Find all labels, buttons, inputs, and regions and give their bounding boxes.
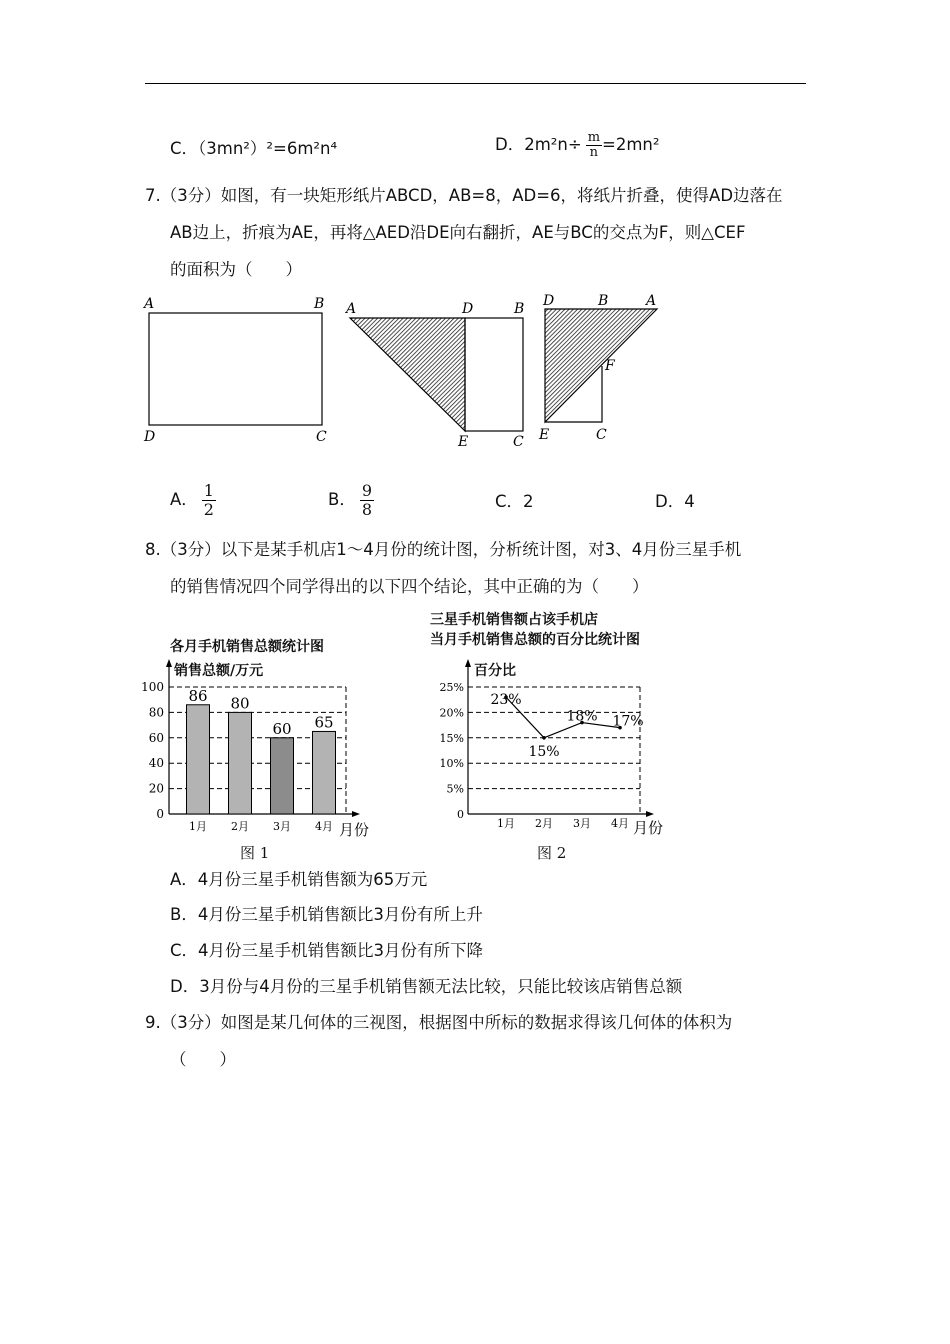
label-f: F — [605, 358, 615, 374]
y-tick-label: 0 — [457, 808, 464, 821]
chart2-title-line2: 当月手机销售总额的百分比统计图 — [430, 632, 640, 648]
q7-figure-3 — [538, 293, 657, 443]
chart2-title-line1: 三星手机销售额占该手机店 — [430, 612, 598, 628]
y-tick-label: 0 — [156, 807, 164, 821]
y-axis-arrow — [166, 659, 172, 667]
label-d: D — [462, 301, 474, 317]
bar — [271, 738, 294, 814]
label-a: A — [346, 301, 357, 317]
data-label: 60 — [272, 719, 292, 738]
flipped-triangle — [545, 309, 657, 422]
label-b: B — [314, 296, 325, 312]
x-tick-label: 3月 — [573, 817, 591, 830]
q6-option-d[interactable] — [495, 131, 659, 160]
x-axis-label: 月份 — [633, 819, 664, 837]
bar — [313, 731, 336, 814]
q7-text-line3: 的面积为（ ） — [170, 260, 302, 279]
chart1-caption: 图 1 — [240, 844, 270, 862]
data-label: 65 — [314, 713, 334, 732]
chart2-ylabel: 百分比 — [474, 663, 516, 679]
label-c: C — [513, 434, 524, 450]
remaining-rectangle — [465, 318, 523, 431]
x-axis-label: 月份 — [339, 821, 370, 839]
label-e: E — [458, 434, 469, 450]
q7-option-d[interactable]: D．4 — [655, 492, 695, 511]
q7-option-b-fraction: $\frac{9}{8}$ — [361, 481, 373, 519]
x-tick-label: 4月 — [315, 820, 333, 833]
x-tick-label: 1月 — [189, 820, 207, 833]
q7-text-line2: AB边上，折痕为AE，再将△AED沿DE向右翻折，AE与BC的交点为F，则△CEF — [170, 223, 746, 242]
label-d: D — [144, 429, 156, 445]
y-tick-label: 5% — [446, 782, 464, 796]
q9-text-line1: 9.（3分）如图是某几何体的三视图，根据图中所标的数据求得该几何体的体积为 — [145, 1013, 733, 1032]
y-tick-label: 80 — [148, 705, 164, 720]
y-tick-label: 100 — [141, 680, 164, 694]
y-tick-label: 40 — [148, 756, 164, 771]
bar — [187, 705, 210, 814]
x-tick-label: 2月 — [535, 817, 553, 830]
q7-option-a-prefix: A． — [170, 490, 198, 509]
label-e: E — [539, 427, 550, 443]
q7-option-b[interactable] — [328, 482, 374, 519]
label-c: C — [316, 429, 327, 445]
q8-option-d[interactable]: D．3月份与4月份的三星手机销售额无法比较，只能比较该店销售总额 — [170, 977, 683, 996]
label-b: B — [514, 301, 525, 317]
y-axis-arrow — [465, 659, 471, 667]
chart2-line-chart — [420, 655, 680, 840]
chart1-bar-chart — [140, 655, 380, 840]
chart2-caption: 图 2 — [537, 844, 567, 862]
q7-figures — [140, 288, 680, 450]
x-tick-label: 3月 — [273, 820, 291, 833]
label-c: C — [596, 427, 607, 443]
q8-text-line1: 8.（3分）以下是某手机店1～4月份的统计图，分析统计图，对3、4月份三星手机 — [145, 540, 742, 559]
chart1-title: 各月手机销售总额统计图 — [170, 639, 324, 655]
q7-option-a-fraction: $\frac{1}{2}$ — [203, 481, 214, 519]
q7-figure-2 — [344, 301, 524, 450]
y-tick-label: 20 — [148, 781, 164, 796]
x-axis-arrow — [352, 811, 360, 817]
q9-text-line2: （ ） — [170, 1050, 236, 1069]
q8-text-line2: 的销售情况四个同学得出的以下四个结论，其中正确的为（ ） — [170, 577, 649, 596]
q7-option-a[interactable] — [170, 482, 216, 519]
data-label: 15% — [528, 743, 560, 760]
x-axis-arrow — [646, 811, 654, 817]
data-label: 17% — [612, 713, 644, 730]
x-tick-label: 1月 — [497, 817, 515, 830]
data-label: 18% — [566, 708, 598, 725]
q6-option-d-fraction: $\frac{m}{n}$ — [587, 130, 601, 160]
y-tick-label: 10% — [439, 757, 464, 771]
label-a: A — [646, 293, 657, 309]
q8-option-a[interactable]: A．4月份三星手机销售额为65万元 — [170, 870, 428, 889]
q7-figure-1 — [142, 296, 327, 445]
q7-text-line1: 7.（3分）如图，有一块矩形纸片ABCD，AB=8，AD=6，将纸片折叠，使得AD边落在 — [145, 186, 783, 205]
q6-option-d-prefix: D．2m²n÷ — [495, 135, 582, 154]
bar — [229, 712, 252, 814]
data-label: 86 — [188, 686, 208, 705]
x-tick-label: 4月 — [611, 817, 629, 830]
label-d: D — [543, 293, 555, 309]
y-tick-label: 20% — [439, 706, 464, 720]
q8-option-c[interactable]: C．4月份三星手机销售额比3月份有所下降 — [170, 941, 484, 960]
data-label: 23% — [490, 692, 522, 709]
folded-triangle — [350, 318, 465, 431]
data-label: 80 — [230, 694, 250, 713]
y-tick-label: 60 — [148, 730, 164, 745]
chart1-ylabel: 销售总额/万元 — [174, 663, 264, 679]
series-line — [506, 697, 620, 738]
q7-option-c[interactable]: C．2 — [495, 492, 534, 511]
header-rule — [145, 83, 806, 84]
y-tick-label: 15% — [439, 731, 464, 745]
data-point — [542, 736, 546, 740]
y-tick-label: 25% — [439, 681, 464, 694]
q6-option-d-suffix: =2mn² — [602, 135, 660, 154]
label-b: B — [598, 293, 609, 309]
q6-option-c[interactable]: C．（3mn²）²=6m²n⁴ — [170, 139, 338, 158]
x-tick-label: 2月 — [231, 820, 249, 833]
q7-option-b-prefix: B． — [328, 490, 356, 509]
q8-option-b[interactable]: B．4月份三星手机销售额比3月份有所上升 — [170, 905, 483, 924]
label-a: A — [144, 296, 155, 312]
rectangle-abcd — [149, 313, 322, 425]
